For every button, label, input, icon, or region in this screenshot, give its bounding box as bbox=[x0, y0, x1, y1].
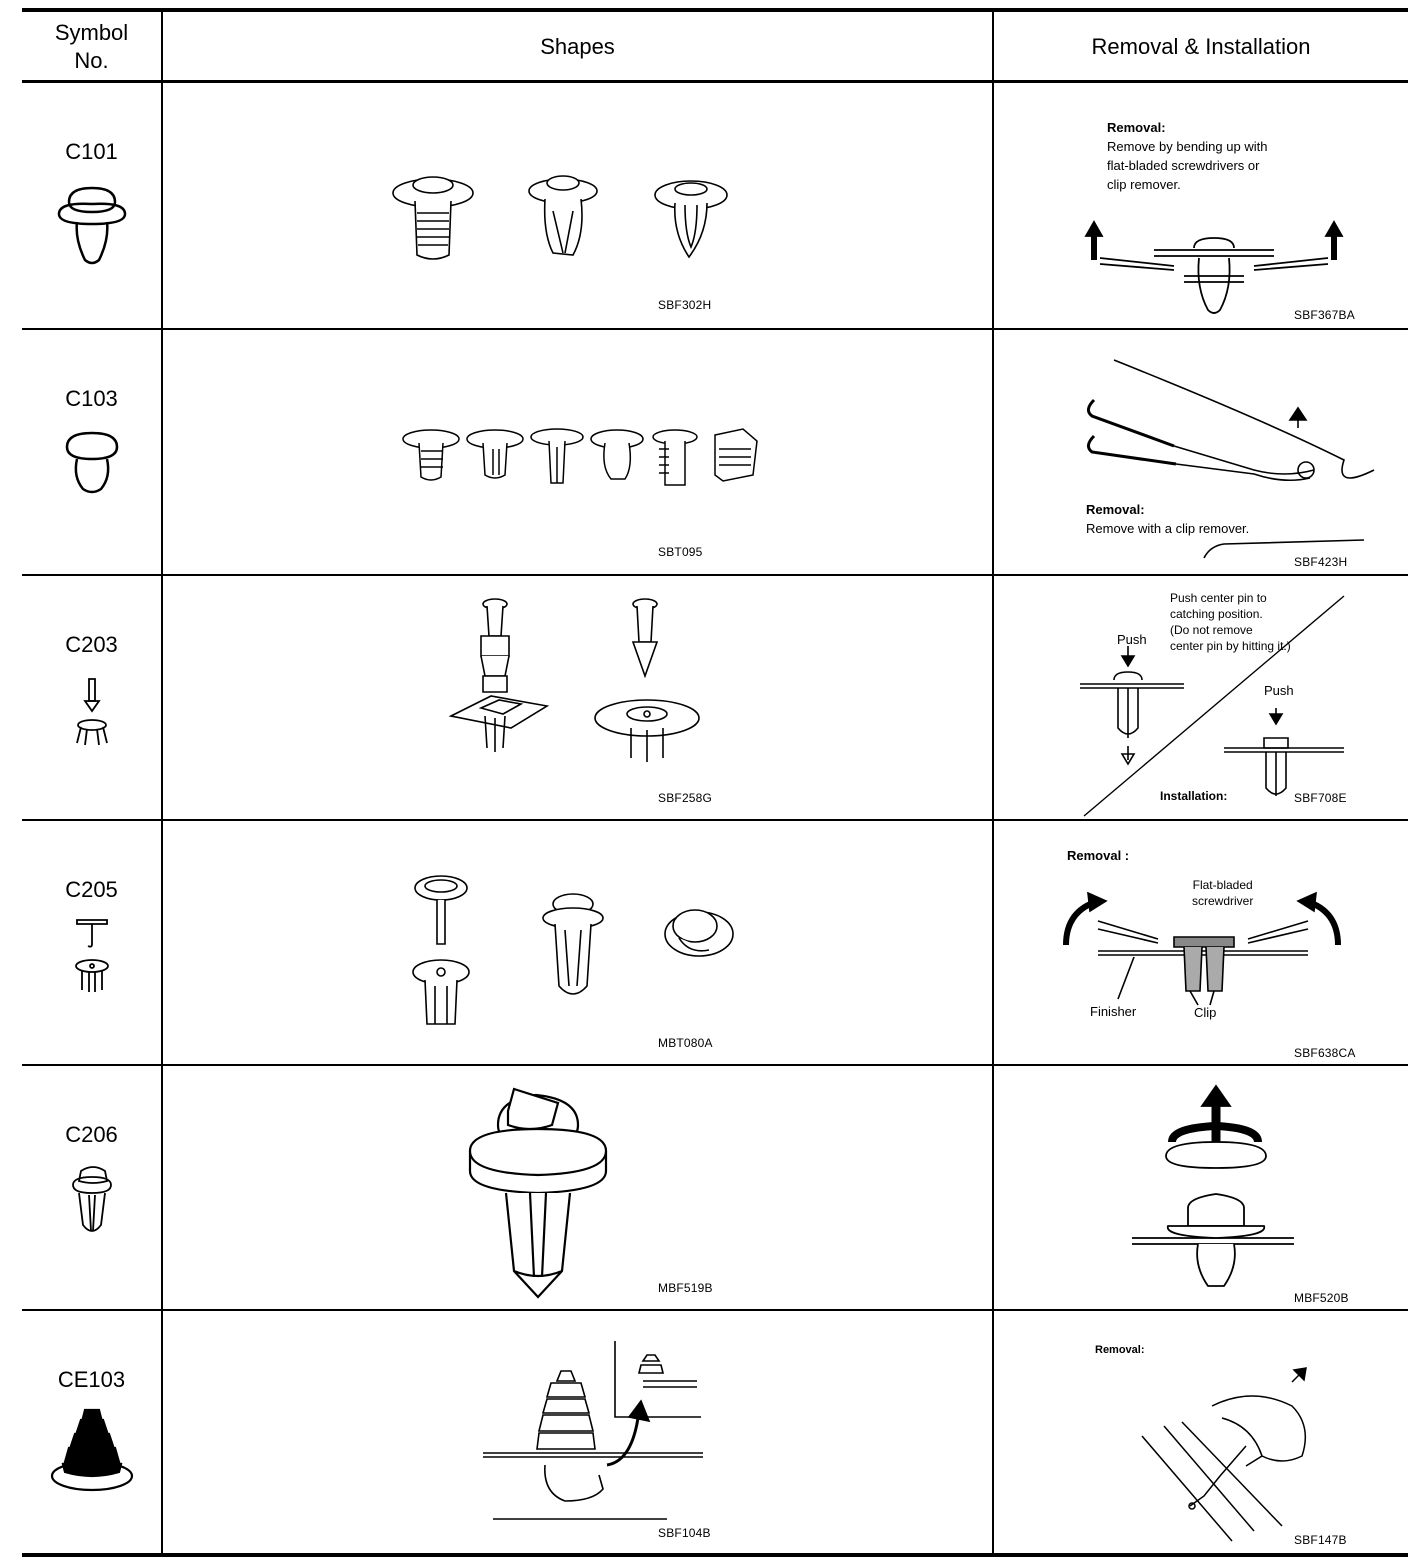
removal-cell bbox=[994, 1311, 1408, 1556]
removal-text-line: flat-bladed screwdrivers or bbox=[1107, 158, 1260, 173]
clip-shapes-illustration bbox=[468, 1081, 608, 1301]
header-symbol-line1: Symbol bbox=[54, 20, 129, 45]
removal-cell bbox=[994, 576, 1408, 821]
removal-cell bbox=[994, 821, 1408, 1066]
symbol-cell bbox=[22, 330, 161, 575]
pin-clip-icon bbox=[47, 671, 137, 761]
shape-cell bbox=[163, 83, 992, 328]
symbol-cell bbox=[22, 83, 161, 328]
header-symbol-no bbox=[22, 12, 161, 82]
symbol-cell bbox=[22, 821, 161, 1066]
removal-title: Removal: bbox=[1095, 1344, 1145, 1356]
table-bottom-rule bbox=[22, 1553, 1408, 1557]
shape-figure-code: MBT080A bbox=[658, 1036, 713, 1050]
removal-text-line: clip remover. bbox=[1107, 177, 1181, 192]
shape-cell bbox=[163, 330, 992, 575]
removal-figure-code: SBF638CA bbox=[1294, 1046, 1356, 1060]
removal-title: Removal: bbox=[1107, 120, 1166, 135]
header-shapes: Shapes bbox=[540, 34, 615, 59]
installation-label: Installation: bbox=[1160, 789, 1228, 803]
instruction-line: catching position. bbox=[1170, 607, 1263, 621]
shape-figure-code: SBT095 bbox=[658, 545, 703, 559]
removal-note bbox=[1095, 1341, 1145, 1360]
removal-title: Removal: bbox=[1086, 502, 1145, 517]
screwdriver-removal-illustration bbox=[1084, 218, 1344, 318]
push-label: Push bbox=[1117, 632, 1147, 647]
instruction-line: center pin by hitting it.) bbox=[1170, 639, 1291, 653]
symbol-cell bbox=[22, 1311, 161, 1556]
shape-figure-code: SBF258G bbox=[658, 791, 713, 805]
shape-figure-code: SBF104B bbox=[658, 1526, 711, 1540]
removal-text-line: Remove with a clip remover. bbox=[1086, 521, 1250, 536]
clip-shapes-illustration bbox=[413, 876, 753, 1036]
instruction-line: (Do not remove bbox=[1170, 623, 1253, 637]
tool-label-line: Flat-bladed bbox=[1192, 878, 1253, 892]
table-row bbox=[22, 821, 1408, 1066]
removal-figure-code: SBF423H bbox=[1294, 555, 1348, 569]
symbol-code: C103 bbox=[65, 386, 118, 411]
removal-note bbox=[1107, 118, 1267, 194]
symbol-code: CE103 bbox=[57, 1367, 126, 1392]
clip-shapes-illustration bbox=[403, 425, 763, 505]
clip-shapes-illustration bbox=[451, 596, 751, 786]
table-row bbox=[22, 576, 1408, 821]
removal-note bbox=[1067, 846, 1129, 865]
removal-figure-code: SBF147B bbox=[1294, 1533, 1347, 1547]
instruction-note bbox=[1170, 590, 1291, 654]
clip-shapes-illustration bbox=[393, 163, 753, 273]
header-removal-installation: Removal & Installation bbox=[1091, 34, 1311, 59]
grommet-clip-icon bbox=[47, 1406, 137, 1496]
shape-cell bbox=[163, 576, 992, 821]
clip-reference-table bbox=[22, 8, 1408, 1558]
rivet-clip-icon bbox=[47, 916, 137, 1006]
tool-label bbox=[1192, 877, 1253, 909]
instruction-line: Push center pin to bbox=[1170, 591, 1267, 605]
removal-figure-code: MBF520B bbox=[1294, 1291, 1349, 1305]
push-label: Push bbox=[1264, 683, 1294, 698]
finisher-label: Finisher bbox=[1090, 1004, 1137, 1019]
shape-cell bbox=[163, 1066, 992, 1311]
shape-cell bbox=[163, 821, 992, 1066]
symbol-code: C206 bbox=[65, 1122, 118, 1147]
shape-cell bbox=[163, 1311, 992, 1556]
tool-label-line: screwdriver bbox=[1192, 894, 1254, 908]
shape-figure-code: SBF302H bbox=[658, 298, 712, 312]
header-symbol-line2: No. bbox=[74, 48, 109, 73]
removal-note bbox=[1086, 500, 1249, 538]
table-row bbox=[22, 1066, 1408, 1311]
symbol-code: C205 bbox=[65, 877, 118, 902]
removal-figure-code: SBF708E bbox=[1294, 791, 1347, 805]
symbol-cell bbox=[22, 576, 161, 821]
symbol-code: C203 bbox=[65, 632, 118, 657]
symbol-code: C101 bbox=[65, 139, 118, 164]
table-row bbox=[22, 1311, 1408, 1556]
removal-cell bbox=[994, 83, 1408, 328]
table-row bbox=[22, 330, 1408, 575]
clip-pull-illustration bbox=[1142, 1366, 1342, 1541]
removal-title: Removal : bbox=[1067, 848, 1130, 863]
push-clip-icon bbox=[47, 425, 137, 515]
symbol-cell bbox=[22, 1066, 161, 1311]
removal-cell bbox=[994, 1066, 1408, 1311]
removal-figure-code: SBF367BA bbox=[1294, 308, 1355, 322]
twist-removal-illustration bbox=[1132, 1086, 1302, 1296]
table-row bbox=[22, 83, 1408, 328]
clip-shapes-illustration bbox=[483, 1341, 723, 1551]
twist-clip-icon bbox=[47, 1161, 137, 1251]
shape-figure-code: MBF519B bbox=[658, 1281, 713, 1295]
clip-label: Clip bbox=[1194, 1005, 1217, 1020]
removal-text-line: Remove by bending up with bbox=[1107, 139, 1268, 154]
removal-cell bbox=[994, 330, 1408, 575]
push-clip-icon bbox=[47, 178, 137, 268]
